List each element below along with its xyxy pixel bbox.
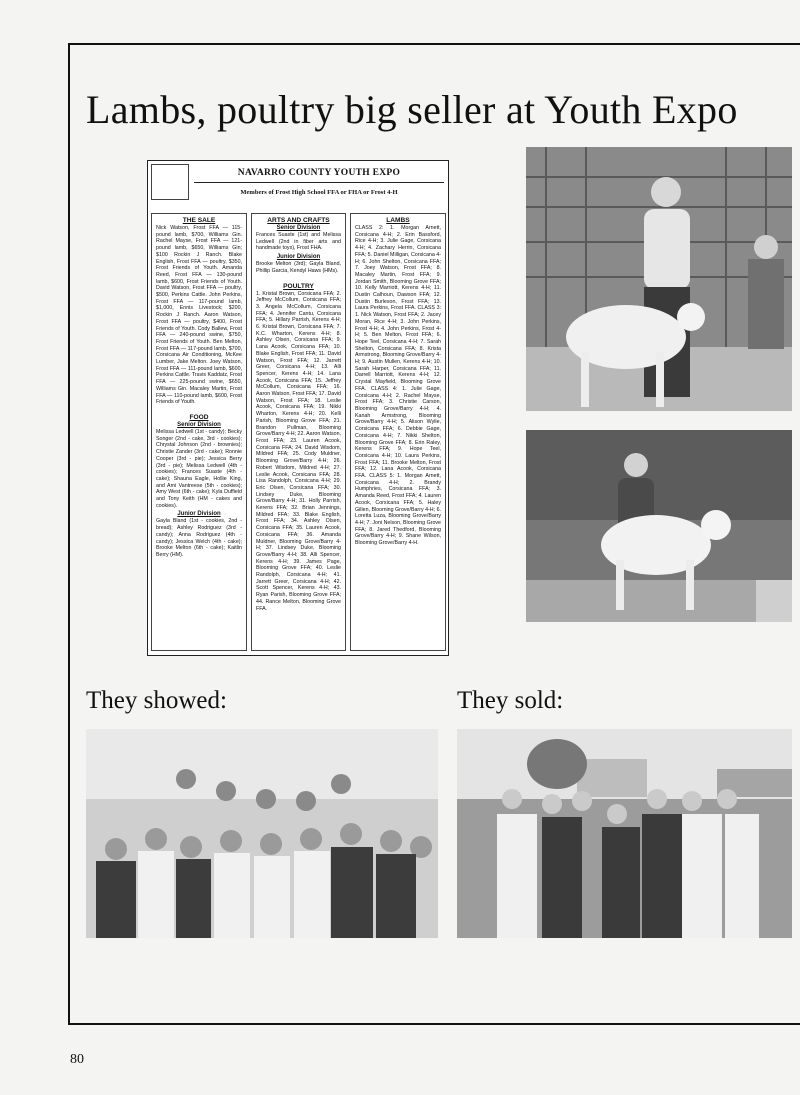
results-column-arts-poultry	[251, 213, 346, 651]
expo-logo-placeholder	[151, 164, 189, 200]
sale-text: Nick Watson, Frost FFA — 115-pound lamb, $700, Williams Gin. Rachel Mayse, Frost FFA — 121-pound lamb, $650, Williams Gin; $100 Rockin J Ranch. Blake English, Frost FFA — poultry, $350, Frost Friends of Youth. Amanda Reed, Frost FFA — 130-pound lamb, $600, Frost Friends of Youth. David Watson, Frost FFA — poultry, $500, Perkins Cattle. John Perkins, Frost FFA — 117-pound lamb, $1,000, Ennis Livestock; $200, Rockin J Ranch. Aaron Watson, Frost FFA — poultry, $400, Frost Friends of Youth. Cody Ballew, Frost FFA — 240-pound swine, $750, Frost Friends of Youth. Ben Melton, Frost FFA — 117-pound lamb, $700, Corsicana Air Conditioning, McKee Lumber, Jake Melton. Joey Watson, Frost FFA — 111-pound lamb, $600, Perkins Cattle. Travis Kaddatz, Frost FFA — 225-pound swine, $650, Williams Gin. Macaley Martin, Frost FFA — 110-pound lamb, $600, Frost Friends of Youth.	[156, 225, 242, 406]
food-senior-heading: Senior Division	[177, 421, 221, 428]
photo-group-sold	[457, 729, 792, 938]
page-headline: Lambs, poultry big seller at Youth Expo	[86, 87, 738, 132]
photo-boy-with-lamb	[526, 147, 792, 411]
expo-title: NAVARRO COUNTY YOUTH EXPO	[237, 168, 401, 178]
page-number: 80	[70, 1052, 84, 1067]
poultry-text: 1. Kristal Brown, Corsicana FFA; 2. Jeffrey McCollum, Corsicana FFA; 3. Angela McCollum, Corsicana FFA; 4. Jennifer Cantu, Corsicana FFA; 5. Hillary Parrish, Kerens 4-H; 6. Kristal Brown, Corsicana FFA; 7. K.C. Wharton, Kerens 4-H; 8. Ashley Olsen, Corsicana FFA; 9. Lana Acook, Corsicana FFA; 10. Blake English, Frost FFA; 11. David Watson, Frost FFA; 12. Jarrett Greer, Corsicana 4-H; 13. Alli Spencer, Kerens 4-H; 14. Lana Acook, Corsicana FFA; 15. Jeffrey McCollum, Corsicana FFA; 16. Aaron Watson, Frost FFA; 17. David Watson, Frost FFA; 18. Leslie Acook, Corsicana FFA; 19. Nikki Wharton, Kerens 4-H; 20. Kelli Parish, Blooming Grove FFA; 21. Brandon Pullman, Blooming Grove/Barry 4-H; 22. Aaron Watson, Frost FFA; 23. Lauren Acook, Corsicana FFA; 24. David Wisdom, Mildred FFA; 25. Cody Muldner, Blooming Grove/Barry 4-H; 26. Robert Wisdom, Mildred 4-H; 27. Leslie Acook, Corsicana FFA; 28. Lisa Randolph, Corsicana 4-H; 29. Eric Olsen, Corsicana FFA; 30. Lindsey Duke, Blooming Grove/Barry 4-H; 31. Holly Parrish, Kerens FFA; 32. Brian Jennings, Mildred FFA; 33. Blake English, Frost FFA; 34. Ashley Olsen, Corsicana FFA; 35. Lauren Acook, Corsicana FFA; 36. Amanda Muldner, Blooming Grove/Barry 4-H; 37. Lindsey Duke, Blooming Grove/Barry 4-H; 38. Alli Spencer, Kerens 4-H; 39. James Page, Blooming Grove FFA; 40. Leslie Randolph, Corsicana 4-H; 41. Jarrett Greer, Corsicana 4-H; 42. Scott Spencer, Kerens 4-H; 43. Ryan Parish, Blooming Grove FFA; 44. Rance Melton, Blooming Grove FFA.	[256, 290, 341, 612]
arts-senior-text: Frances Suaste (1st) and Melissa Ledwell (2nd in fiber arts and handmade toys), Frost FHA.	[256, 232, 341, 252]
sale-heading: THE SALE	[182, 217, 216, 224]
lambs-text: CLASS 2: 1. Morgan Arnett, Corsicana 4-H; 2. Erin Bassford, Rice 4-H; 3. Julie Gage, Corsicana 4-H; 4. Zachary Herrin, Corsicana FFA; 5. Daniel Milligan, Corsicana 4-H; 6. John Shelton, Corsicana FFA; 7. Joey Watson, Frost FFA; 8. Macaley Martin, Frost FFA; 9. Jordan Smith, Blooming Grove FFA; 10. Kelly Marriott, Kerens 4-H; 11. Dustin Calhoun, Dawson FFA; 12. Dustin Burleson, Frost FFA; 13. Laura Perkins, Frost FFA. CLASS 3: 1. Nick Watson, Frost FFA; 2. Jacey Moran, Rice 4-H; 3. John Perkins, Frost 4-H; 4. John Perkins, Frost 4-H; 5. Ben Melton, Frost FFA; 6. Hope Teel, Corsicana 4-H; 7. Sarah Shelton, Corsicana FFA; 8. Krista Armstrong, Blooming Grove/Barry 4-H; 9. Austin Mullen, Kerens 4-H; 10. Sarah Harper, Corsicana FFA; 11. Darrell Marriott, Kerens 4-H; 12. Crystal Mayfield, Blooming Grove FFA. CLASS 4: 1. Julie Gage, Corsicana 4-H; 2. Rachel Mayse, Frost FFA; 3. Christie Carson, Blooming Grove/Barry 4-H; 4. Kanah Armstrong, Blooming Grove/Barry 4-H; 5. Alison Wylie, Corsicana FFA; 6. Debbie Gage, Corsicana 4-H; 7. Nikki Shelton, Blooming Grove FFA; 8. Erin Raley, Kerens FFA; 9. Hope Teel, Corsicana 4-H; 10. Laura Perkins, Frost FFA; 11. Brooke Melton, Frost FFA; 12. Lana Acook, Corsicana FFA. CLASS 5: 1. Morgan Arnett, Corsicana 4-H; 2. Brandy Humphries, Corsicana FFA; 3. Amanda Reed, Frost FFA; 4. Lauren Acook, Corsicana FFA; 5. Haley Gillen, Blooming Grove/Barry 4-H; 6. Loretta Luza, Blooming Grove/Barry 4-H; 7. Joni Nelson, Blooming Grove FFA; 8. Jared Thedford, Blooming Grove/Barry 4-H; 9. Shane Wilson, Blooming Grove/Barry 4-H.	[355, 225, 441, 547]
food-junior-heading: Junior Division	[177, 511, 221, 518]
results-column-lambs	[350, 213, 446, 651]
poultry-heading: POULTRY	[283, 282, 314, 290]
results-column-sale-food	[151, 213, 247, 651]
caption-they-showed: They showed:	[86, 687, 227, 714]
arts-junior-text: Brooke Melton (3rd); Gayla Bland, Phillip Garcia, Kendyl Haws (HMs).	[256, 261, 341, 274]
food-heading: FOOD	[189, 413, 209, 421]
photo-girl-with-lamb	[526, 430, 792, 622]
arts-junior-heading: Junior Division	[276, 254, 321, 261]
expo-subtitle: Members of Frost High School FFA or FHA or Frost 4-H	[240, 189, 398, 196]
arts-heading: ARTS AND CRAFTS	[267, 217, 330, 224]
caption-they-sold: They sold:	[457, 687, 564, 714]
lambs-heading: LAMBS	[386, 217, 410, 224]
expo-results-box	[147, 160, 449, 656]
arts-senior-heading: Senior Division	[276, 225, 321, 231]
food-senior-text: Melissa Ledwell (1st - candy); Becky Songer (2nd - cake, 3rd - cookies); Chrystal Johnson (2nd - brownies); Christie Zander (3rd - cake); Ronnie Cooper (3rd - pie); Jessica Berry (3rd - pie); Melissa Ledwell (4th - cookies); Frances Suaste (4th - cake); Shauna Eagle, Hollie King, and Ami Vantreese (5th - cookies); Amy West (6th - cake); Kyla Duffield and Tony Keith (HM - cakes and cookies).	[156, 428, 242, 509]
photo-group-showed	[86, 729, 438, 938]
food-junior-text: Gayla Bland (1st - cookies, 2nd - bread); Ashley Rodriguez (3rd - candy); Anna Rodriguez (4th - candy); Jessica Welch (4th - cake); Brooke Melton (6th - cake); Kaitlin Berry (HM).	[156, 518, 242, 558]
expo-title-rule	[194, 182, 444, 183]
